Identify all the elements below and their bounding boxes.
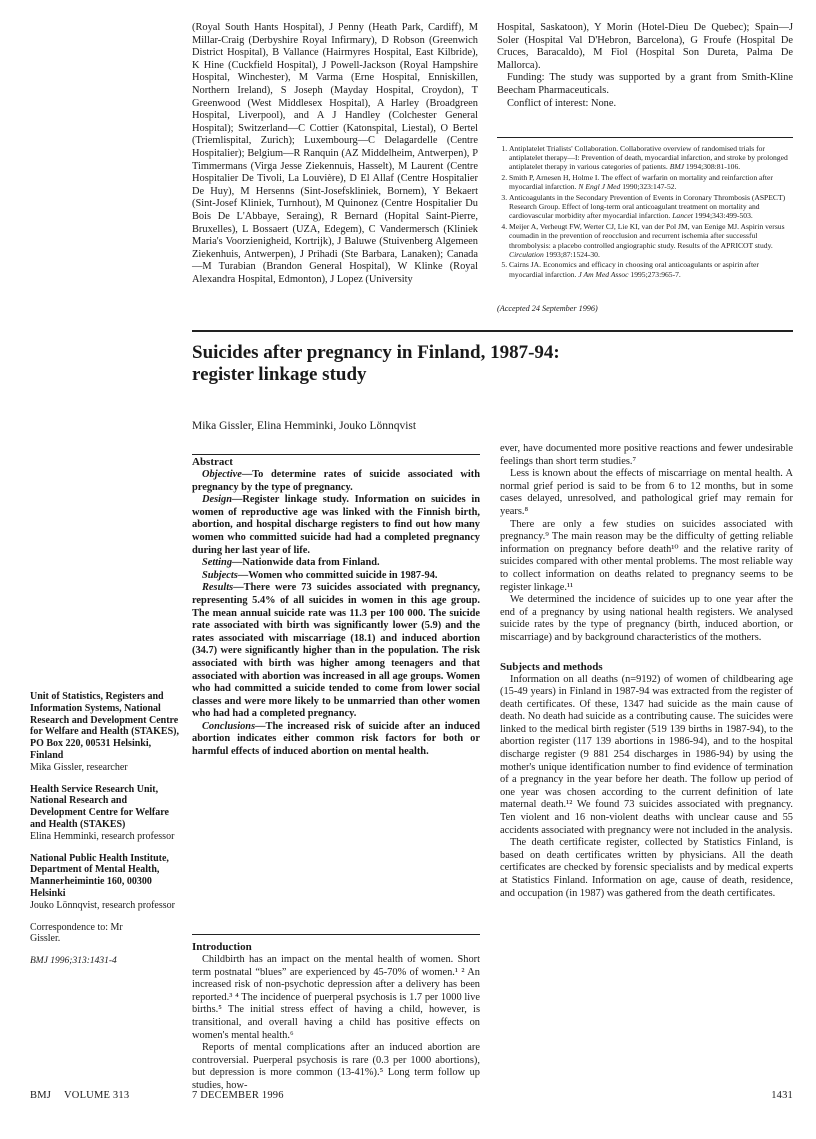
reference-item: 3. Anticoagulants in the Secondary Prevention of Events in Coronary Thrombosis (ASPECT) Research Group. Effect of long-term oral anticoagulant treatment on mortality and cardiovascular morbidity after myocardial infarction. Lancet 1994;343:499-503. — [509, 193, 793, 221]
introduction-paragraph: Reports of mental complications after an induced abortion are controversial. Puerperal psychosis is rare (0.3 per 1000 abortions), but depression is more common (13-41%).⁵ Long term follow up studies, how- — [192, 1042, 480, 1091]
affiliation-stakes-statistics: Unit of Statistics, Registers and Information Systems, National Research and Development Centre for Welfare and Health (STAKES), PO Box 220, 00531 Helsinki, Finland Mika Gissler, researcher — [30, 691, 179, 773]
abstract-heading: Abstract — [192, 456, 233, 468]
abstract-conclusions: Conclusions—The increased risk of suicide after an induced abortion indicates either common risk factors for both or harmful effects of induced abortion on mental health. — [192, 720, 480, 758]
reference-item: 1. Antiplatelet Trialists' Collaboration. Collaborative overview of randomised trials for antiplatelet therapy—I: Prevention of death, myocardial infarction, and stroke by prolonged antiplatelet therapy in various categories of patients. BMJ 1994;308:81-106. — [509, 144, 793, 172]
footer-volume: VOLUME 313 — [64, 1090, 130, 1101]
affiliations-end: Hospital, Saskatoon), Y Morin (Hotel-Dieu De Quebec); Spain—J Soler (Hospital Val D'Hebron, Barcelona), G Froufe (Hospital De Cruces, Baracaldo), M Fiol (Hospital Son Dureta, Palma De Mallorca). — [497, 22, 793, 71]
affiliation-stakes-health: Health Service Research Unit, National Research and Development Centre for Welfare and Health (STAKES) Elina Hemminki, research professor — [30, 783, 175, 842]
reference-item: 5. Cairns JA. Economics and efficacy in choosing oral anticoagulants or aspirin after myocardial infarction. J Am Med Assoc 1995;273:965-7. — [509, 260, 793, 278]
abstract-top-rule — [192, 454, 480, 455]
affiliation-public-health: National Public Health Institute, Department of Mental Health, Mannerheimintie 160, 00300 Helsinki Jouko Lönnqvist, research professor — [30, 852, 175, 911]
body-paragraph: ever, have documented more positive reactions and fewer undesirable feelings than short term studies.⁷ — [500, 443, 793, 467]
article-divider — [192, 330, 793, 332]
conflict-note: Conflict of interest: None. — [507, 97, 617, 109]
introduction-paragraph: Childbirth has an impact on the mental health of women. Short term postnatal “blues” are experienced by 45-70% of women.¹ ² An increased risk of non-psychotic depression after a delivery has been reported.³ ⁴ The incidence of puerperal psychosis is 1.7 per 1000 live births.⁵ The initial stress effect of having a child, however, is transitional, and overall having a child has positive effects on women's mental health.⁶ — [192, 954, 480, 1041]
citation: BMJ 1996;313:1431-4 — [30, 956, 117, 967]
correspondence: Correspondence to: Mr Gissler. — [30, 921, 123, 945]
abstract-design: Design—Register linkage study. Information on suicides in women of reproductive age was linked with the Finnish birth, abortion, and hospital discharge registers to find out how many women who committed suicide had had a completed pregnancy during her last year of life. — [192, 494, 480, 556]
methods-heading: Subjects and methods — [500, 660, 603, 673]
abstract — [192, 456, 480, 759]
top-right-column — [497, 22, 793, 110]
accepted-date: (Accepted 24 September 1996) — [497, 304, 598, 313]
affiliations-continued: (Royal South Hants Hospital), J Penny (Heath Park, Cardiff), M Millar-Craig (Derbyshire Royal Infirmary), D Robson (Greenwich District Hospital), B Vallance (Hairmyres Hospital, East Kilbride), K Hine (Cuckfield Hospital), J Powell-Jackson (Royal Hampshire Hospital, Winchester), M Varma (Erne Hospital, Enniskillen, Northern Ireland), S Joseph (Mayday Hospital, Croydon), T Greenwood (West Middlesex Hospital), A Harley (Broadgreen Hospital, Liverpool), and A J Handley (Colchester General Hospital); Switzerland—C Cottier (Katonspital, Liestal), O Bertel (Triemlispital, Zurich); Luxembourg—C Delagardelle (Centre Hospitalier); Belgium—R Ranquin (AZ Middelheim, Antwerpen), P Timmermans (Virga Jesse Ziekennuis, Hasselt), M Laurent (Centre Hospitalier De Tivoli, La Louvière), D El Allaf (Centre Hospitalier De Huy), M Hersenns (Sint-Josefskliniek, Bornem), Y Bekaert (Sint-Josef Kliniek, Turnhout), M Quinonez (Centre Hospitalier Du Bois De L'Abbaye, Seraing), R Bernard (Hopital Saint-Pierre, Bruxelles), L Bossaert (UZA, Edegem), C Vandermersch (Kliniek Maria's Voorzienigheid, Kortrijk), J Baluwe (Stuivenberg Algemeen Ziekenhuis, Antwerpen), J Prihadi (Ste Barbara, Lanaken); Canada—M Turabian (Brandon General Hospital), W Klinke (Royal Alexandra Hospital, Edmonton), J Lopez (University — [192, 22, 478, 285]
right-column — [500, 443, 793, 900]
body-paragraph: We determined the incidence of suicides up to one year after the end of a pregnancy by using national health registers. We analysed suicide rates by the type of pregnancy (birth, induced abortion, or miscarriage) and by background characteristics of the mothers. — [500, 594, 793, 643]
reference-item: 2. Smith P, Arnesen H, Holme I. The effect of warfarin on mortality and reinfarction after myocardial infarction. N Engl J Med 1990;323:147-52. — [509, 173, 793, 191]
abstract-subjects: Subjects—Women who committed suicide in 1987-94. — [202, 569, 438, 581]
reference-list — [497, 144, 793, 280]
introduction-heading: Introduction — [192, 941, 252, 953]
abstract-results: Results—There were 73 suicides associated with pregnancy, representing 5.4% of all suicides in women in this age group. The mean annual suicide rate was 11.3 per 100 000. The suicide rate associated with birth was significantly lower (5.9) and the rates associated with miscarriage (18.1) and induced abortion (34.7) were significantly higher than in the population. The risk associated with birth was higher among teenagers and that associated with abortion was increased in all age groups. Women who had committed a suicide tended to come from lower social classes and were more likely to be unmarried than other women who had had a completed pregnancy. — [192, 582, 480, 720]
funding-note: Funding: The study was supported by a grant from Smith-Kline Beecham Pharmaceuticals. — [497, 72, 793, 96]
footer-journal: BMJ — [30, 1090, 52, 1101]
article-title: Suicides after pregnancy in Finland, 1987-94: register linkage study — [192, 342, 560, 385]
article-authors: Mika Gissler, Elina Hemminki, Jouko Lönnqvist — [192, 420, 417, 432]
references-divider — [497, 137, 793, 138]
introduction — [192, 941, 480, 1093]
reference-item: 4. Meijer A, Verheugt FW, Werter CJ, Lie KI, van der Pol JM, van Eenige MJ. Aspirin versus coumadin in the prevention of reocclusion and recurrent ischemia after successful thrombolysis: a placebo controlled angiographic study. Results of the APRICOT study. Circulation 1993;87:1524-30. — [509, 222, 793, 259]
abstract-setting: Setting—Nationwide data from Finland. — [202, 557, 380, 569]
page-footer — [30, 1090, 793, 1104]
abstract-bottom-rule — [192, 934, 480, 935]
methods-paragraph: Information on all deaths (n=9192) of women of childbearing age (15-49 years) in Finland in 1987-94 was extracted from the register of death certificates. Of these, 1347 had suicide as the main cause of death. No death had suicide as a contributing cause. The suicides were linked to the medical birth register (519 139 births in 1987-94), to the abortion register (117 139 abortions in 1986-94), and to the hospital discharge register (9 881 254 discharges in 1986-94) by using the mother's unique identification number to find evidence of termination of a pregnancy in the year before her death. The follow up period of one year was chosen according to the current definition of late maternal death.¹² We found 73 suicides associated with pregnancy. Ten violent and 16 non-violent deaths with unclear cause and 55 accidents associated with pregnancy were not included in the analysis. — [500, 673, 793, 836]
abstract-objective: Objective—To determine rates of suicide associated with pregnancy by the type of pregnancy. — [192, 469, 480, 493]
footer-date: 7 DECEMBER 1996 — [192, 1090, 284, 1101]
affiliations-sidebar — [30, 691, 180, 968]
body-paragraph: Less is known about the effects of miscarriage on mental health. A normal grief period is said to be from 6 to 12 months, but in some cases delayed, unresolved, and pathological grief may remain for years.⁸ — [500, 468, 793, 517]
methods-paragraph: The death certificate register, collected by Statistics Finland, is based on death certificates written by physicians. All the death certificates are checked by forensic specialists and by medical experts at Statistics Finland. Information on age, cause of death, residence, and occupation (in 1987) was gathered from the death certificates. — [500, 837, 793, 899]
footer-page-number: 1431 — [771, 1090, 793, 1101]
body-paragraph: There are only a few studies on suicides associated with pregnancy.⁹ The main reason may be the difficulty of getting reliable information on pregnancy before death¹⁰ and the relative rarity of suicides compared with other mental problems. The most reliable way to collect information on deaths related to pregnancy seems to be register linkage.¹¹ — [500, 518, 793, 593]
